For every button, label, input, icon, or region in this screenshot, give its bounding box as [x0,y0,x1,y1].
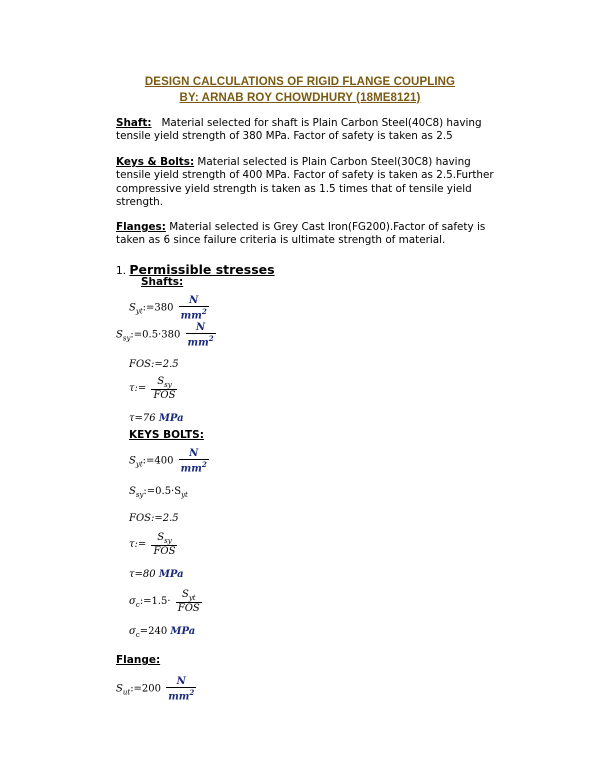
keys-bolts-subheading: KEYS BOLTS: [129,429,204,441]
flanges-label: Flanges: [116,221,166,233]
shaft-label: Shaft: [116,117,152,129]
equation-tau-shaft: τ:= $\frac{S_{sy}}{\text{FOS}}$ [129,376,176,401]
flanges-paragraph [116,221,496,248]
keys-bolts-label: Keys & Bolts: [116,156,195,168]
equation-syt-shaft: $S_{yt}:=380$ $\frac{N}{mm^2}$ [129,295,207,322]
keys-bolts-text: Material selected is Plain Carbon Steel(30C8) having tensile yield strength of 400 MPa. Factor of safety is taken as 2.5.Further compressive yield strength is taken as 1.5 times that of tensile yield strength. [116,156,494,208]
shaft-paragraph [116,117,496,144]
shafts-subheading: Shafts: [141,276,184,288]
equation-sut-flange: $S_{ut}:=200$ $\frac{N}{mm^2}$ [116,676,195,703]
shaft-text: Material selected for shaft is Plain Carbon Steel(40C8) having tensile yield strength of 380 MPa. Factor of safety is taken as 2.5 [116,117,482,143]
equation-ssy-keys: $S_{sy}:=0.5\cdot S_{yt}$ [129,486,188,499]
equation-tau-result-keys: τ=80 MPa [129,569,184,580]
equation-fos-keys: FOS:=2.5 [129,513,179,524]
equation-tau-keys: τ:= $\frac{S_{sy}}{\text{FOS}}$ [129,532,176,557]
equation-tau-result-shaft: τ=76 MPa [129,413,184,424]
section-heading-row [116,262,275,277]
document-title-line1: DESIGN CALCULATIONS OF RIGID FLANGE COUPLING [144,76,456,88]
equation-ssy-shaft: $S_{sy}:=0.5\cdot 380$ $\frac{N}{mm^2}$ [116,322,214,349]
document-title-line2: BY: ARNAB ROY CHOWDHURY (18ME8121) [179,92,421,104]
equation-sigma-c: $\sigma_c:=1.5\cdot$ $\frac{S_{yt}}{\text{FOS}}$ [129,589,200,614]
equation-sigma-c-result: $\sigma_c=240$ MPa [129,626,196,639]
section-heading: Permissible stresses [129,262,275,277]
equation-fos-shaft: FOS:=2.5 [129,359,179,370]
flanges-text: Material selected is Grey Cast Iron(FG200).Factor of safety is taken as 6 since failure criteria is ultimate strength of material. [116,221,486,247]
equation-syt-keys: $S_{yt}:=400$ $\frac{N}{mm^2}$ [129,448,207,475]
keys-bolts-paragraph [116,156,496,209]
flange-subheading: Flange: [116,654,161,666]
section-number: 1. [116,265,127,277]
